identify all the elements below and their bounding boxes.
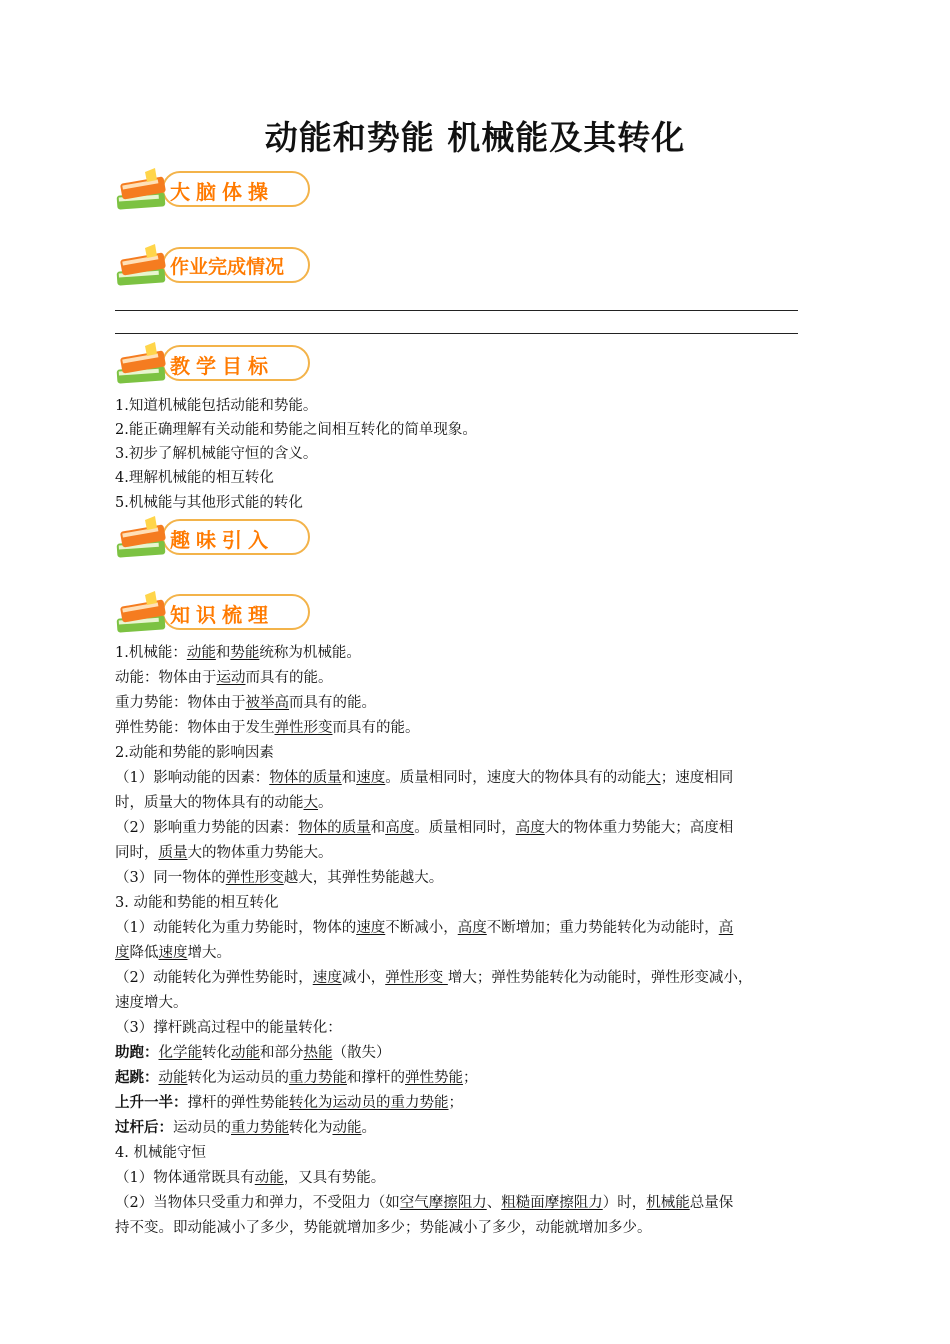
- knowledge-line: 起跳：动能转化为运动员的重力势能和撑杆的弹性势能；: [115, 1070, 478, 1086]
- knowledge-line: 2.动能和势能的影响因素: [115, 745, 274, 761]
- knowledge-line: 同时，质量大的物体重力势能大。: [115, 845, 333, 861]
- knowledge-line: 弹性势能：物体由于发生弹性形变而具有的能。: [115, 720, 420, 736]
- banner-label: 知识梳理: [170, 603, 274, 627]
- knowledge-line: 上升一半：撑杆的弹性势能转化为运动员的重力势能；: [115, 1095, 463, 1111]
- objective-item: 1.知道机械能包括动能和势能。: [115, 398, 318, 414]
- knowledge-line: 动能：物体由于运动而具有的能。: [115, 670, 333, 686]
- banner-label: 作业完成情况: [170, 256, 285, 278]
- banner-fun-intro: [115, 514, 315, 562]
- banner-teaching-objectives: [115, 340, 315, 388]
- objective-item: 4.理解机械能的相互转化: [115, 470, 274, 486]
- objective-item: 5.机械能与其他形式能的转化: [115, 495, 303, 511]
- blank-line: [115, 310, 798, 311]
- knowledge-line: （3）同一物体的弹性形变越大，其弹性势能越大。: [115, 870, 444, 886]
- banner-homework-status: [115, 242, 315, 290]
- blank-line: [115, 333, 798, 334]
- knowledge-line: （2）当物体只受重力和弹力，不受阻力（如空气摩擦阻力、粗糙面摩擦阻力）时，机械能总量保: [115, 1195, 734, 1211]
- banner-label: 大脑体操: [170, 180, 274, 204]
- banner-label: 趣味引入: [170, 528, 274, 552]
- knowledge-line: 1.机械能：动能和势能统称为机械能。: [115, 645, 361, 661]
- knowledge-line: （1）动能转化为重力势能时，物体的速度不断减小，高度不断增加；重力势能转化为动能时，高: [115, 920, 734, 936]
- page-title: 动能和势能 机械能及其转化: [264, 118, 686, 157]
- objective-item: 3.初步了解机械能守恒的含义。: [115, 446, 318, 462]
- knowledge-line: （3）撑杆跳高过程中的能量转化：: [115, 1020, 342, 1036]
- knowledge-line: （2）影响重力势能的因素：物体的质量和高度。质量相同时，高度大的物体重力势能大；高度相: [115, 820, 734, 836]
- banner-brain-exercise: [115, 166, 315, 214]
- knowledge-line: 重力势能：物体由于被举高而具有的能。: [115, 695, 376, 711]
- knowledge-line: 3. 动能和势能的相互转化: [115, 895, 279, 911]
- objective-item: 2.能正确理解有关动能和势能之间相互转化的简单现象。: [115, 422, 477, 438]
- banner-label: 教学目标: [170, 354, 274, 378]
- knowledge-line: （1）物体通常既具有动能，又具有势能。: [115, 1170, 386, 1186]
- knowledge-line: 持不变。即动能减小了多少，势能就增加多少；势能减小了多少，动能就增加多少。: [115, 1220, 652, 1236]
- knowledge-line: 度降低速度增大。: [115, 945, 231, 961]
- knowledge-line: 时，质量大的物体具有的动能大。: [115, 795, 333, 811]
- knowledge-line: （1）影响动能的因素：物体的质量和速度。质量相同时，速度大的物体具有的动能大；速度相同: [115, 770, 734, 786]
- knowledge-line: 过杆后：运动员的重力势能转化为动能。: [115, 1120, 376, 1136]
- knowledge-line: 4. 机械能守恒: [115, 1145, 206, 1161]
- banner-knowledge-review: [115, 589, 315, 637]
- knowledge-line: 速度增大。: [115, 995, 188, 1011]
- knowledge-line: （2）动能转化为弹性势能时，速度减小，弹性形变 增大；弹性势能转化为动能时，弹性形变减小，: [115, 970, 753, 986]
- knowledge-line: 助跑：化学能转化动能和部分热能（散失）: [115, 1045, 391, 1061]
